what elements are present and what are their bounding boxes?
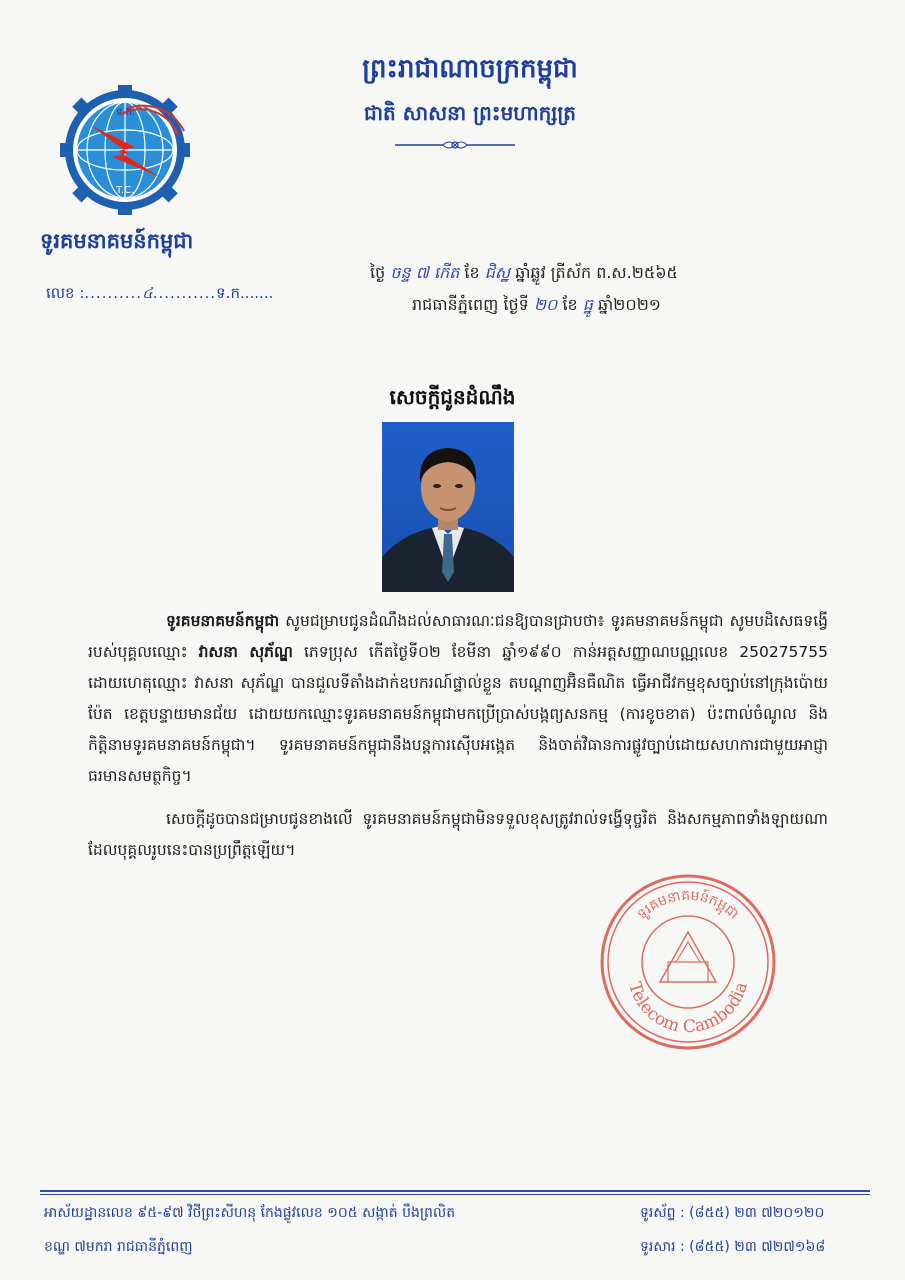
notice-title: សេចក្តីជូនដំណឹង [389,385,516,409]
notice-paragraph-2: សេចក្តីដូចបានជម្រាបជូនខាងលើ ទូរគមនាគមន៍កម្ពុជាមិនទទួលខុសត្រូវរាល់ទង្វើទុច្ចរិត និងសកម្មភាពទាំងឡាយណា ដែលបុគ្គលរូបនេះបានប្រព្រឹត្តឡើយ។ [88,810,828,859]
solar-date: រាជធានីភ្នំពេញ ថ្ងៃទី ២០ ខែ ធ្នូ ឆ្នាំ២០២១ [412,295,661,314]
footer-telephone: ទូរស័ព្ទ : (៨៥៥) ២៣ ៧២០១២០ [640,1205,825,1221]
lunar-month-handwritten: ជិស្ឋ [484,263,511,282]
reference-label: លេខ : [46,284,85,302]
solar-month-handwritten: ធ្នូ [582,295,593,314]
footer-address-line-2: ខណ្ឌ ៧មករា រាជធានីភ្នំពេញ [44,1239,193,1255]
reference-handwritten-number: ៤ [142,284,153,302]
kingdom-title: ព្រះរាជាណាចក្រកម្ពុជា [362,54,578,84]
svg-text:ទូរគមនាគមន៍កម្ពុជា [634,887,742,923]
logo-initials-bottom: T.C. [116,185,135,196]
org-name-bold: ទូរគមនាគមន៍កម្ពុជា [166,612,280,630]
lunar-day-handwritten: ចន្ទ ៧ កេីត [390,263,460,282]
official-seal [598,872,778,1052]
organization-name: ទូរគមនាគមន៍កម្ពុជា [40,229,194,253]
footer-address-line-1: អាស័យដ្ឋានលេខ ៩៥-៩៧ វិថីព្រះសីហនុ កែងផ្លូវលេខ ១០៥ សង្កាត់ បឹងព្រលិត [44,1205,456,1221]
footer-divider-thin [40,1194,870,1195]
organization-logo [60,85,190,215]
footer-divider [40,1190,870,1192]
seal-text-bottom: Telecom Cambodia [624,979,752,1038]
person-photo [382,422,514,592]
logo-initials-top: ទ.ក. [116,107,136,118]
footer-fax: ទូរសារ : (៨៥៥) ២៣ ៧២៧១៦៨ [640,1239,826,1255]
lunar-date: ថ្ងៃ ចន្ទ ៧ កេីត ខែ ជិស្ឋ ឆ្នាំឆ្លូវ ត្រីស័ក ព.ស.២៥៦៥ [370,263,678,282]
seal-text-top: ទូរគមនាគមន៍កម្ពុជា [634,887,742,923]
ornament-divider [395,138,515,152]
reference-number: លេខ :..........៤...........ទ.ក....... [46,284,274,302]
national-motto: ជាតិ សាសនា ព្រះមហាក្សត្រ [364,101,576,125]
notice-paragraph-1: ទូរគមនាគមន៍កម្ពុជា សូមជម្រាបជូនដំណឹងដល់សាធារណៈជនឱ្យបានជ្រាបថា៖ ទូរគមនាគមន៍កម្ពុជា សូមបដិសេធទង្វើរបស់បុគ្គលឈ្មោះ វាសនា សុភ័ណ្ឌ ភេទប្រុស កើតថ្ងៃទី០២ ខែមីនា ឆ្នាំ១៩៩០ កាន់អត្តសញ្ញាណបណ្ណលេខ 250275755 ដោយហេតុឈ្មោះ វាសនា សុភ័ណ្ឌ បានជួលទីតាំងដាក់ឧបករណ៍ផ្ទាល់ខ្លួន តបណ្តាញអ៊ិនធឺណិត ធ្វើអាជីវកម្មខុសច្បាប់នៅក្រុងប៉ោយប៉ែត ខេត្តបន្ទាយមានជ័យ ដោយយកឈ្មោះទូរគមនាគមន៍កម្ពុជាមកប្រើប្រាស់បង្កព្យសនកម្ម (ការខូចខាត) ប៉ះពាល់ចំណូល និងកិត្តិនាមទូរគមនាគមន៍កម្ពុជា។ ទូរគមនាគមន៍កម្ពុជានឹងបន្តការស៊ើបអង្កេត និងចាត់វិធានការផ្លូវច្បាប់ដោយសហការជាមួយអាជ្ញាធរមានសមត្ថកិច្ច។ [88,612,828,785]
notice-body [88,606,828,866]
solar-day-handwritten: ២០ [533,295,558,314]
person-name-bold: វាសនា សុភ័ណ្ឌ [198,643,293,661]
